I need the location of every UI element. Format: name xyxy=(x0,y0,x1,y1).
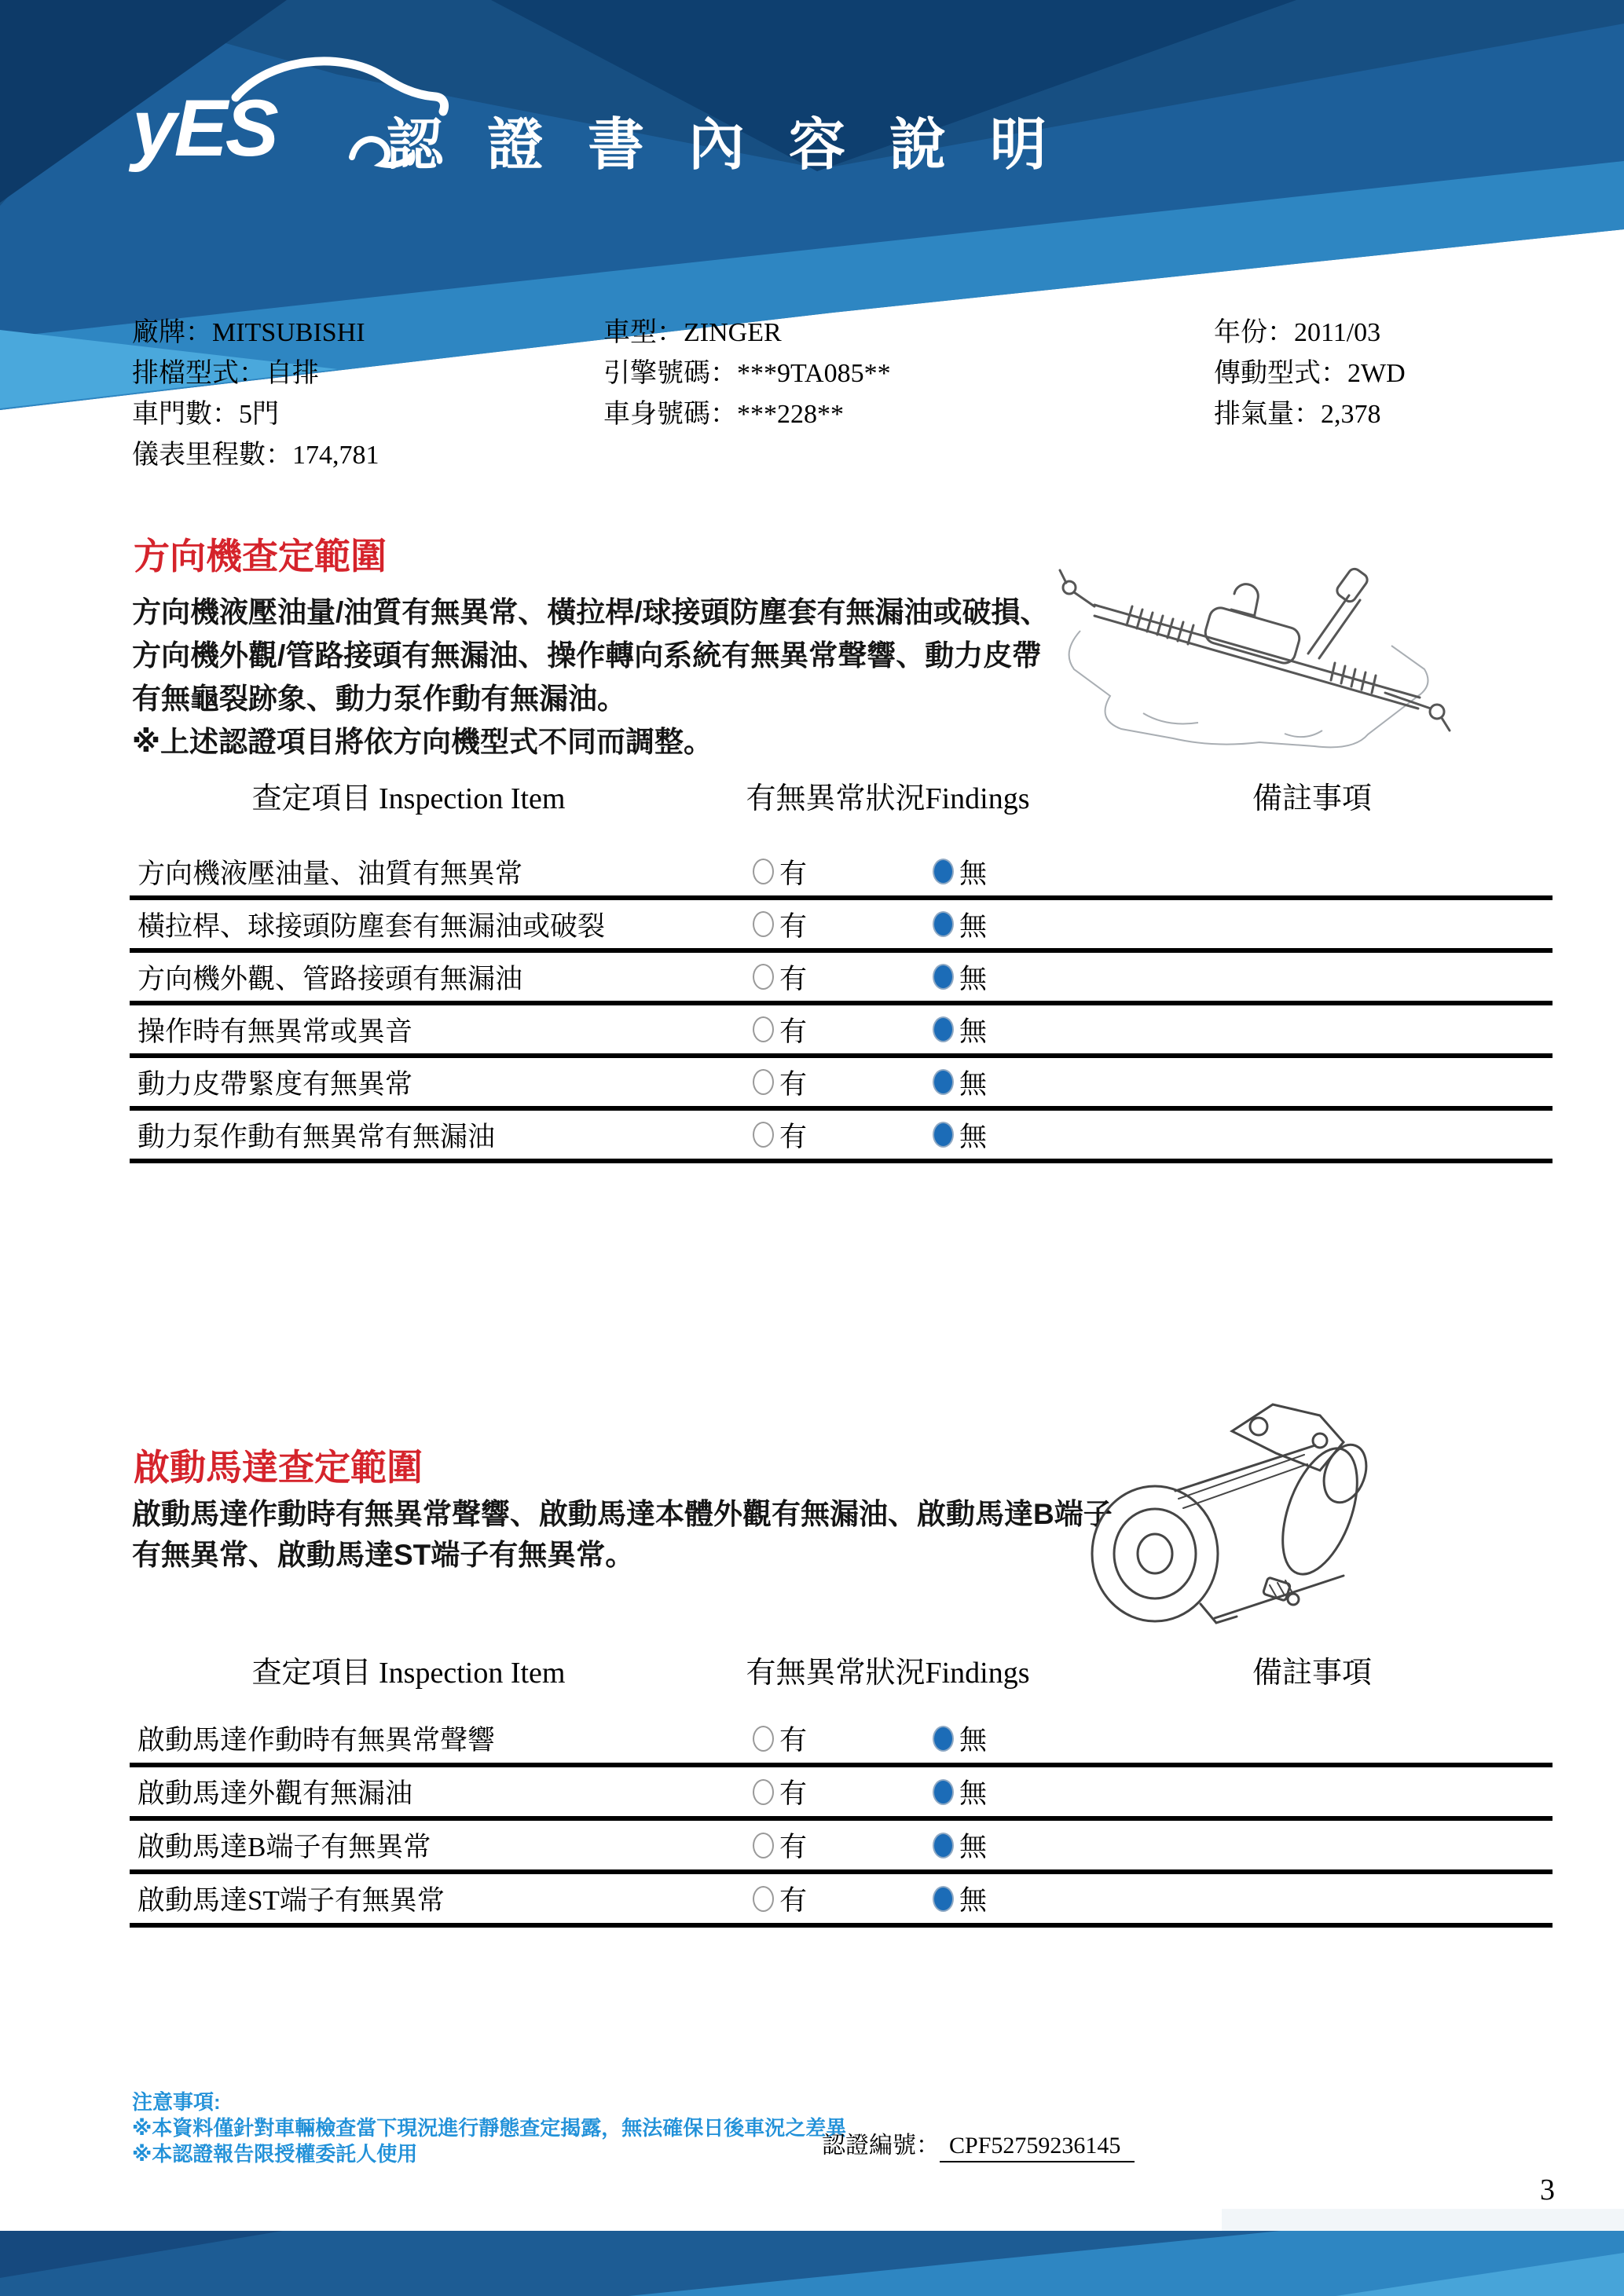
notice-block xyxy=(132,2089,846,2167)
radio-unselected-icon xyxy=(753,1069,774,1095)
certification-number-value: CPF52759236145 xyxy=(940,2133,1135,2162)
radio-option-no xyxy=(933,1719,987,1758)
inspection-item-label: 動力泵作動有無異常有無漏油 xyxy=(137,1121,496,1152)
radio-option-label: 有 xyxy=(779,1121,808,1152)
notice-line: ※本資料僅針對車輛檢查當下現況進行靜態查定揭露，無法確保日後車況之差異 xyxy=(132,2116,847,2140)
description-line: 啟動馬達作動時有無異常聲響、啟動馬達本體外觀有無漏油、啟動馬達B端子 xyxy=(132,1498,1113,1530)
radio-selected-icon xyxy=(933,859,954,884)
vehicle-info-column-3 xyxy=(1214,313,1406,435)
vehicle-odometer: 儀表里程數：174,781 xyxy=(132,441,379,470)
radio-option-label: 無 xyxy=(959,1725,988,1756)
column-header-findings: 有無異常狀況Findings xyxy=(746,782,1030,815)
inspection-item-label: 操作時有無異常或異音 xyxy=(137,1016,413,1047)
notice-line: ※本認證報告限授權委託人使用 xyxy=(132,2142,418,2166)
radio-option-label: 有 xyxy=(779,1725,808,1756)
radio-selected-icon xyxy=(933,1726,954,1752)
radio-unselected-icon xyxy=(753,859,774,884)
radio-option-yes xyxy=(753,905,807,944)
vehicle-brand: 廠牌：MITSUBISHI xyxy=(132,318,365,347)
table-row xyxy=(130,1005,1553,1058)
radio-unselected-icon xyxy=(753,1779,774,1805)
vehicle-year: 年份：2011/03 xyxy=(1214,318,1381,347)
radio-option-yes xyxy=(753,958,807,997)
certification-number-block xyxy=(822,2126,1135,2160)
section-description-steering xyxy=(132,591,1050,764)
section-description-starter xyxy=(132,1494,1113,1576)
radio-option-label: 有 xyxy=(779,1068,808,1100)
inspection-item-label: 方向機外觀、管路接頭有無漏油 xyxy=(137,963,523,994)
radio-unselected-icon xyxy=(753,1833,774,1858)
radio-selected-icon xyxy=(933,1833,954,1858)
radio-option-yes xyxy=(753,1010,807,1049)
radio-option-label: 無 xyxy=(959,858,988,889)
radio-option-label: 有 xyxy=(779,910,808,942)
inspection-table-starter xyxy=(130,1714,1553,1928)
inspection-item-label: 啟動馬達B端子有無異常 xyxy=(137,1832,431,1862)
column-header-inspection-item: 查定項目 Inspection Item xyxy=(251,782,566,815)
table-row xyxy=(130,1714,1553,1767)
steering-rack-illustration xyxy=(1049,548,1454,760)
inspection-item-label: 動力皮帶緊度有無異常 xyxy=(137,1068,413,1100)
radio-option-label: 有 xyxy=(779,1778,808,1809)
radio-option-no xyxy=(933,1879,987,1918)
radio-option-no xyxy=(933,1010,987,1049)
description-line: 方向機液壓油量/油質有無異常、橫拉桿/球接頭防塵套有無漏油或破損、 xyxy=(132,596,1050,628)
radio-option-label: 有 xyxy=(779,1885,808,1916)
radio-option-yes xyxy=(753,1772,807,1811)
radio-option-label: 無 xyxy=(959,1016,988,1047)
table-row xyxy=(130,1111,1553,1163)
column-header-remarks: 備註事項 xyxy=(1252,782,1372,815)
vehicle-drive-type: 傳動型式：2WD xyxy=(1214,359,1406,388)
table-row xyxy=(130,953,1553,1005)
radio-option-yes xyxy=(753,852,807,892)
radio-option-label: 無 xyxy=(959,1068,988,1100)
footer-light-sliver xyxy=(1222,2209,1624,2231)
inspection-item-label: 啟動馬達外觀有無漏油 xyxy=(137,1778,413,1809)
radio-option-label: 無 xyxy=(959,1832,988,1862)
radio-option-no xyxy=(933,1063,987,1102)
radio-option-yes xyxy=(753,1115,807,1155)
radio-option-no xyxy=(933,1115,987,1155)
radio-option-yes xyxy=(753,1719,807,1758)
radio-selected-icon xyxy=(933,1122,954,1148)
radio-unselected-icon xyxy=(753,1886,774,1912)
description-line: 有無異常、啟動馬達ST端子有無異常。 xyxy=(132,1539,635,1571)
certification-number-label: 認證編號： xyxy=(822,2133,940,2159)
radio-option-label: 無 xyxy=(959,963,988,994)
radio-unselected-icon xyxy=(753,1016,774,1042)
table-row xyxy=(130,900,1553,953)
section-title-steering: 方向機查定範圍 xyxy=(134,536,387,577)
table-row xyxy=(130,1058,1553,1111)
radio-unselected-icon xyxy=(753,964,774,990)
radio-unselected-icon xyxy=(753,1122,774,1148)
radio-option-no xyxy=(933,958,987,997)
radio-selected-icon xyxy=(933,964,954,990)
table-row xyxy=(130,1821,1553,1874)
vehicle-engine-number: 引擎號碼：***9TA085** xyxy=(603,359,891,388)
radio-selected-icon xyxy=(933,1779,954,1805)
radio-option-label: 無 xyxy=(959,1885,988,1916)
footer-banner-background xyxy=(0,2231,1624,2296)
radio-selected-icon xyxy=(933,1886,954,1912)
radio-option-yes xyxy=(753,1063,807,1102)
radio-option-no xyxy=(933,1772,987,1811)
vehicle-info-column-2 xyxy=(603,313,891,435)
radio-option-label: 有 xyxy=(779,963,808,994)
vehicle-transmission-type: 排檔型式：自排 xyxy=(132,359,319,388)
radio-option-label: 無 xyxy=(959,1121,988,1152)
vehicle-displacement: 排氣量：2,378 xyxy=(1214,400,1381,429)
yes-logo-text: yES xyxy=(132,83,277,173)
radio-selected-icon xyxy=(933,1016,954,1042)
table-row xyxy=(130,1874,1553,1928)
notice-title: 注意事項: xyxy=(132,2090,221,2114)
table-row xyxy=(130,1767,1553,1821)
page-number: 3 xyxy=(1540,2173,1555,2206)
description-line: 方向機外觀/管路接頭有無漏油、操作轉向系統有無異常聲響、動力皮帶 xyxy=(132,639,1042,672)
section-title-starter: 啟動馬達查定範圍 xyxy=(134,1447,423,1488)
column-header-inspection-item: 查定項目 Inspection Item xyxy=(251,1657,566,1690)
vehicle-info-column-1 xyxy=(132,313,379,476)
radio-option-no xyxy=(933,1825,987,1865)
radio-option-no xyxy=(933,905,987,944)
description-line: 有無龜裂跡象、動力泵作動有無漏油。 xyxy=(132,683,626,715)
starter-motor-illustration xyxy=(1083,1398,1377,1630)
column-header-findings: 有無異常狀況Findings xyxy=(746,1657,1030,1690)
radio-selected-icon xyxy=(933,1069,954,1095)
inspection-item-label: 啟動馬達ST端子有無異常 xyxy=(137,1885,445,1916)
column-header-remarks: 備註事項 xyxy=(1252,1657,1372,1690)
inspection-table-steering xyxy=(130,848,1553,1163)
inspection-item-label: 方向機液壓油量、油質有無異常 xyxy=(137,858,523,889)
document-title: 認證書內容說明 xyxy=(387,114,1091,177)
description-line: ※上述認證項目將依方向機型式不同而調整。 xyxy=(132,726,713,758)
radio-option-label: 有 xyxy=(779,1832,808,1862)
radio-option-label: 有 xyxy=(779,1016,808,1047)
radio-option-label: 無 xyxy=(959,910,988,942)
radio-option-no xyxy=(933,852,987,892)
radio-unselected-icon xyxy=(753,1726,774,1752)
vehicle-door-count: 車門數：5門 xyxy=(132,400,279,429)
radio-option-yes xyxy=(753,1879,807,1918)
vehicle-model: 車型：ZINGER xyxy=(603,318,782,347)
radio-selected-icon xyxy=(933,911,954,937)
radio-unselected-icon xyxy=(753,911,774,937)
vehicle-body-number: 車身號碼：***228** xyxy=(603,400,844,429)
table-row xyxy=(130,848,1553,900)
radio-option-label: 有 xyxy=(779,858,808,889)
radio-option-label: 無 xyxy=(959,1778,988,1809)
inspection-item-label: 啟動馬達作動時有無異常聲響 xyxy=(137,1725,496,1756)
radio-option-yes xyxy=(753,1825,807,1865)
inspection-item-label: 橫拉桿、球接頭防塵套有無漏油或破裂 xyxy=(137,910,606,942)
